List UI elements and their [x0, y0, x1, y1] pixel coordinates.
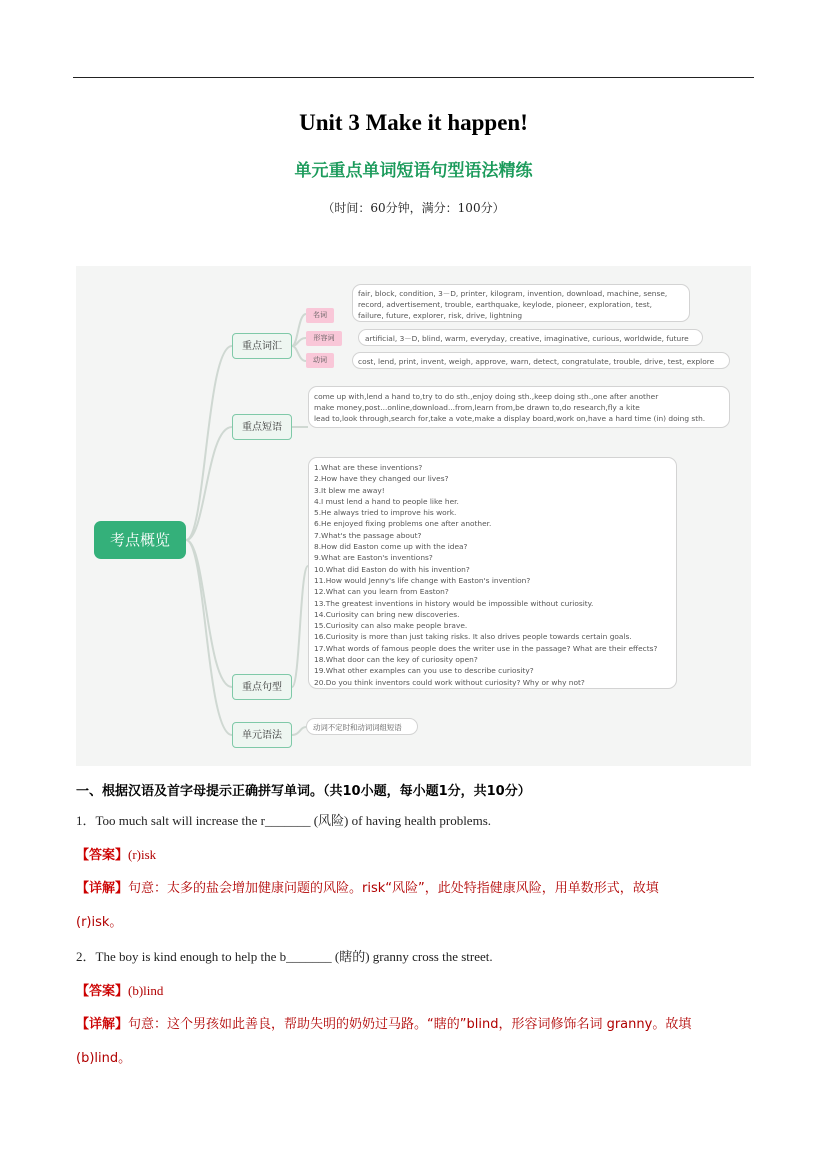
adj-box — [358, 329, 703, 346]
connector-grammar — [186, 540, 232, 735]
detail-label: 【详解】 — [76, 1017, 129, 1032]
sentence-item: 8.How did Easton come up with the idea? — [314, 542, 468, 552]
phrase-line: lead to,look through,search for,take a vote,make a display board,work on,have a hard time (in) doing sth. — [314, 414, 706, 423]
detail-label: 【详解】 — [76, 881, 129, 896]
detail-2 — [76, 1013, 691, 1032]
sentence-item: 18.What door can the key of curiosity open? — [314, 655, 478, 665]
connector-vocab — [186, 346, 232, 540]
sentence-item: 19.What other examples can you use to describe curiosity? — [314, 666, 534, 676]
detail-1 — [76, 877, 659, 896]
sentence-item: 9.What are Easton's inventions? — [314, 553, 433, 563]
connector-grammar-box — [292, 727, 306, 735]
detail-text: 句意：太多的盐会增加健康问题的风险。risk“风险”，此处特指健康风险，用单数形式，故填 — [128, 881, 659, 896]
grammar-box — [306, 718, 418, 735]
sentence-item: 14.Curiosity can bring new discoveries. — [314, 609, 460, 619]
phrases-box — [308, 386, 730, 428]
sentences-box — [308, 457, 677, 689]
branch-vocab: 重点词汇 — [232, 333, 292, 359]
sentence-item: 12.What can you learn from Easton? — [314, 587, 449, 597]
question-1: 1．Too much salt will increase the r_______ (风险) of having health problems. — [76, 813, 491, 828]
connector-phrases — [186, 427, 232, 540]
answer-text: (r)isk — [128, 847, 157, 862]
sentence-item: 15.Curiosity can also make people brave. — [314, 621, 468, 631]
mind-map-root: 考点概览 — [94, 521, 186, 559]
sentence-item: 20.Do you think inventors could work without curiosity? Why or why not? — [314, 677, 585, 687]
sentence-item: 13.The greatest inventions in history would be impossible without curiosity. — [314, 598, 594, 608]
tag-noun: 名词 — [306, 308, 334, 323]
page-title: Unit 3 Make it happen! — [299, 110, 528, 135]
answer-2 — [76, 980, 163, 999]
sentence-item: 10.What did Easton do with his invention? — [314, 564, 470, 574]
detail-text: 句意：这个男孩如此善良，帮助失明的奶奶过马路。“瞎的”blind，形容词修饰名词 granny。故填 — [128, 1017, 692, 1032]
connector-sentences — [186, 540, 232, 687]
mind-map — [76, 266, 751, 766]
question-2: 2．The boy is kind enough to help the b_______ (瞎的) granny cross the street. — [76, 949, 493, 964]
branch-sentences: 重点句型 — [232, 674, 292, 700]
section-heading: 一、根据汉语及首字母提示正确拼写单词。（共10小题，每小题1分，共10分） — [76, 784, 531, 799]
adj-line: artificial, 3－D, blind, warm, everyday, creative, imaginative, curious, worldwide, future — [365, 334, 689, 343]
sentence-item: 3.It blew me away! — [314, 485, 385, 495]
sentence-item: 16.Curiosity is more than just taking risks. It also drives people towards certain goals. — [314, 632, 632, 642]
sentence-item: 7.What's the passage about? — [314, 530, 422, 540]
time-info: （时间：60分钟，满分：100分） — [322, 201, 505, 215]
sentence-item: 6.He enjoyed fixing problems one after another. — [314, 519, 492, 529]
sentence-item: 11.How would Jenny's life change with Easton's invention? — [314, 575, 531, 585]
sentence-item: 2.How have they changed our lives? — [314, 474, 449, 484]
branch-phrases: 重点短语 — [232, 414, 292, 440]
detail-1-cont: (r)isk。 — [76, 915, 123, 930]
connector-verb — [292, 346, 306, 361]
detail-2-cont: (b)lind。 — [76, 1051, 132, 1066]
phrase-line: make money,post...online,download...from,learn from,be drawn to,do research,fly a kite — [314, 403, 640, 412]
noun-line: failure, future, explorer, risk, drive, lightning — [358, 311, 523, 320]
header-rule — [73, 77, 754, 78]
phrase-line: come up with,lend a hand to,try to do sth.,enjoy doing sth.,keep doing sth.,one after another — [314, 392, 659, 401]
answer-text: (b)lind — [128, 983, 164, 998]
noun-box — [352, 284, 690, 322]
sentence-item: 5.He always tried to improve his work. — [314, 508, 457, 518]
answer-label: 【答案】 — [76, 848, 129, 863]
page-subtitle: 单元重点单词短语句型语法精练 — [294, 161, 533, 181]
tag-adj: 形容词 — [306, 331, 342, 346]
sentence-item: 1.What are these inventions? — [314, 463, 423, 472]
answer-1 — [76, 844, 156, 863]
answer-label: 【答案】 — [76, 984, 129, 999]
noun-line: record, advertisement, trouble, earthquake, keylode, pioneer, exploration, test, — [358, 300, 652, 309]
verb-line: cost, lend, print, invent, weigh, approve, warn, detect, congratulate, trouble, drive, test, explore — [358, 357, 715, 366]
grammar-text: 动词不定时和动词词组短语 — [313, 723, 402, 732]
verb-box — [352, 352, 730, 369]
connector-sentence-box — [292, 566, 308, 687]
sentence-item: 17.What words of famous people does the writer use in the passage? What are their effects? — [314, 643, 658, 653]
tag-verb: 动词 — [306, 353, 334, 368]
sentence-item: 4.I must lend a hand to people like her. — [314, 496, 459, 506]
branch-grammar: 单元语法 — [232, 722, 292, 748]
noun-line: fair, block, condition, 3－D, printer, kilogram, invention, download, machine, sense, — [358, 289, 668, 298]
